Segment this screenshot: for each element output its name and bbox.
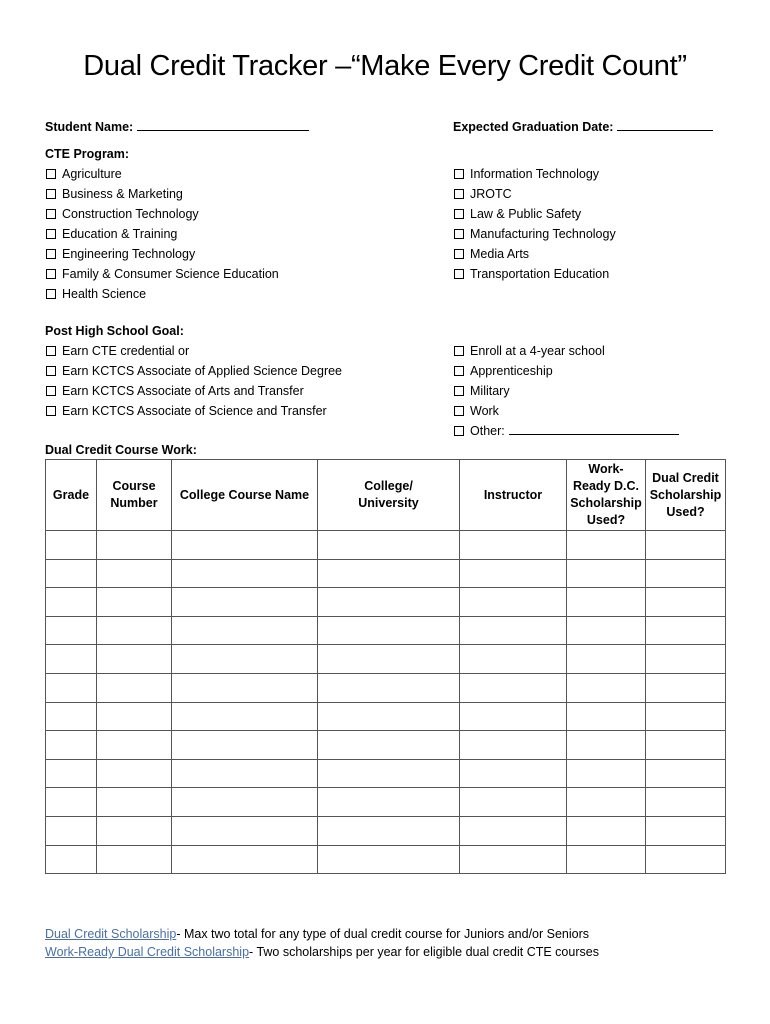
table-cell[interactable] bbox=[646, 588, 726, 617]
column-header-line: Ready D.C. bbox=[573, 479, 639, 493]
footer-note-1 bbox=[45, 927, 589, 941]
goal-item-label: Enroll at a 4-year school bbox=[470, 344, 605, 358]
cte-program-item-label: Media Arts bbox=[470, 247, 530, 261]
checkbox-icon[interactable] bbox=[46, 346, 56, 356]
goal-item bbox=[454, 361, 679, 381]
table-cell[interactable] bbox=[460, 531, 567, 560]
column-header bbox=[318, 460, 460, 531]
table-cell[interactable] bbox=[646, 845, 726, 874]
cte-program-item-label: Information Technology bbox=[470, 167, 600, 181]
table-cell[interactable] bbox=[567, 645, 646, 674]
table-cell[interactable] bbox=[46, 816, 97, 845]
column-header-line: Grade bbox=[52, 487, 90, 502]
table-cell[interactable] bbox=[460, 616, 567, 645]
table-cell[interactable] bbox=[46, 702, 97, 731]
checkbox-icon[interactable] bbox=[454, 386, 464, 396]
cte-program-item-label: Manufacturing Technology bbox=[470, 227, 616, 241]
column-header bbox=[567, 460, 646, 531]
table-cell[interactable] bbox=[318, 702, 460, 731]
table-cell[interactable] bbox=[646, 759, 726, 788]
goal-item-label: Earn KCTCS Associate of Applied Science Degree bbox=[62, 364, 343, 378]
footer-note-1-text: - Max two total for any type of dual credit course for Juniors and/or Seniors bbox=[176, 927, 590, 941]
table-cell[interactable] bbox=[46, 588, 97, 617]
table-cell[interactable] bbox=[460, 702, 567, 731]
table-cell[interactable] bbox=[172, 816, 318, 845]
table-cell[interactable] bbox=[46, 788, 97, 817]
goal-item-label: Earn CTE credential or bbox=[62, 344, 190, 358]
table-row bbox=[46, 673, 726, 702]
table-cell[interactable] bbox=[318, 559, 460, 588]
table-cell[interactable] bbox=[318, 816, 460, 845]
goal-item-label: Work bbox=[470, 404, 499, 418]
cte-program-item-label: Engineering Technology bbox=[62, 247, 196, 261]
table-cell[interactable] bbox=[172, 702, 318, 731]
cte-program-item-label: Transportation Education bbox=[470, 267, 610, 281]
table-header-row bbox=[46, 460, 726, 531]
cte-program-item bbox=[46, 164, 279, 184]
checkbox-icon[interactable] bbox=[454, 346, 464, 356]
column-header-line: Instructor bbox=[483, 487, 543, 502]
cte-program-item bbox=[454, 204, 616, 224]
table-cell[interactable] bbox=[46, 845, 97, 874]
student-name-row bbox=[45, 118, 309, 134]
table-cell[interactable] bbox=[97, 531, 172, 560]
table-cell[interactable] bbox=[318, 645, 460, 674]
table-cell[interactable] bbox=[567, 588, 646, 617]
checkbox-icon[interactable] bbox=[454, 209, 464, 219]
table-cell[interactable] bbox=[318, 731, 460, 760]
checkbox-icon[interactable] bbox=[46, 229, 56, 239]
cte-program-item-label: Agriculture bbox=[62, 167, 122, 181]
table-cell[interactable] bbox=[172, 788, 318, 817]
cte-program-item bbox=[46, 224, 279, 244]
table-cell[interactable] bbox=[97, 559, 172, 588]
table-cell[interactable] bbox=[46, 616, 97, 645]
checkbox-icon[interactable] bbox=[46, 189, 56, 199]
table-cell[interactable] bbox=[646, 673, 726, 702]
column-header-line: Scholarship bbox=[570, 496, 642, 510]
table-cell[interactable] bbox=[172, 616, 318, 645]
column-header bbox=[97, 460, 172, 531]
goal-item-other bbox=[454, 421, 679, 441]
table-cell[interactable] bbox=[97, 731, 172, 760]
student-name-field[interactable] bbox=[137, 118, 309, 131]
table-cell[interactable] bbox=[646, 702, 726, 731]
checkbox-icon[interactable] bbox=[454, 426, 464, 436]
goal-item bbox=[454, 381, 679, 401]
table-cell[interactable] bbox=[460, 759, 567, 788]
cte-program-item bbox=[46, 264, 279, 284]
column-header-line: Used? bbox=[586, 513, 626, 527]
table-cell[interactable] bbox=[46, 531, 97, 560]
table-cell[interactable] bbox=[567, 845, 646, 874]
column-header-line: College Course Name bbox=[179, 487, 310, 502]
table-cell[interactable] bbox=[97, 588, 172, 617]
goal-item bbox=[46, 361, 342, 381]
cte-program-item bbox=[454, 264, 616, 284]
table-cell[interactable] bbox=[97, 616, 172, 645]
table-row bbox=[46, 731, 726, 760]
cte-program-item bbox=[46, 184, 279, 204]
table-cell[interactable] bbox=[646, 788, 726, 817]
table-cell[interactable] bbox=[172, 559, 318, 588]
table-cell[interactable] bbox=[97, 816, 172, 845]
checkbox-icon[interactable] bbox=[454, 189, 464, 199]
checkbox-icon[interactable] bbox=[46, 269, 56, 279]
table-cell[interactable] bbox=[46, 645, 97, 674]
table-cell[interactable] bbox=[567, 731, 646, 760]
coursework-table bbox=[45, 459, 726, 874]
table-cell[interactable] bbox=[172, 673, 318, 702]
column-header-line: Work- bbox=[588, 462, 624, 476]
table-cell[interactable] bbox=[646, 645, 726, 674]
checkbox-icon[interactable] bbox=[454, 366, 464, 376]
cte-program-item-label: Construction Technology bbox=[62, 207, 199, 221]
graduation-date-label: Expected Graduation Date: bbox=[453, 120, 614, 134]
table-row bbox=[46, 645, 726, 674]
other-field[interactable] bbox=[509, 422, 679, 435]
goal-item bbox=[46, 401, 342, 421]
column-header bbox=[172, 460, 318, 531]
checkbox-icon[interactable] bbox=[46, 406, 56, 416]
checkbox-icon[interactable] bbox=[46, 249, 56, 259]
table-cell[interactable] bbox=[646, 616, 726, 645]
table-cell[interactable] bbox=[97, 845, 172, 874]
table-cell[interactable] bbox=[567, 816, 646, 845]
table-cell[interactable] bbox=[318, 588, 460, 617]
checkbox-icon[interactable] bbox=[454, 249, 464, 259]
table-row bbox=[46, 759, 726, 788]
footer-note-2-text: - Two scholarships per year for eligible dual credit CTE courses bbox=[249, 945, 599, 959]
table-cell[interactable] bbox=[460, 645, 567, 674]
cte-program-item-label: JROTC bbox=[470, 187, 512, 201]
column-header-line: Course bbox=[112, 479, 156, 493]
goal-item-label: Earn KCTCS Associate of Science and Transfer bbox=[62, 404, 327, 418]
checkbox-icon[interactable] bbox=[46, 289, 56, 299]
goal-list-left bbox=[46, 341, 342, 421]
table-cell[interactable] bbox=[460, 731, 567, 760]
table-cell[interactable] bbox=[646, 731, 726, 760]
goal-item-label: Military bbox=[470, 384, 510, 398]
table-cell[interactable] bbox=[46, 759, 97, 788]
table-cell[interactable] bbox=[46, 559, 97, 588]
table-cell[interactable] bbox=[318, 788, 460, 817]
table-cell[interactable] bbox=[567, 788, 646, 817]
table-cell[interactable] bbox=[97, 702, 172, 731]
graduation-date-row bbox=[453, 118, 713, 134]
table-cell[interactable] bbox=[460, 788, 567, 817]
column-header bbox=[646, 460, 726, 531]
cte-program-list-right bbox=[454, 164, 616, 284]
table-row bbox=[46, 616, 726, 645]
goal-item bbox=[454, 341, 679, 361]
post-high-school-goal-heading: Post High School Goal: bbox=[45, 324, 184, 338]
cte-program-item-label: Law & Public Safety bbox=[470, 207, 582, 221]
table-cell[interactable] bbox=[97, 645, 172, 674]
checkbox-icon[interactable] bbox=[46, 169, 56, 179]
goal-item bbox=[46, 381, 342, 401]
cte-program-item-label: Business & Marketing bbox=[62, 187, 183, 201]
cte-program-item bbox=[46, 244, 279, 264]
goal-item bbox=[454, 401, 679, 421]
table-cell[interactable] bbox=[318, 616, 460, 645]
table-row bbox=[46, 559, 726, 588]
cte-program-item bbox=[454, 164, 616, 184]
table-row bbox=[46, 702, 726, 731]
goal-item-label: Apprenticeship bbox=[470, 364, 553, 378]
table-cell[interactable] bbox=[172, 645, 318, 674]
table-cell[interactable] bbox=[46, 731, 97, 760]
table-cell[interactable] bbox=[172, 588, 318, 617]
cte-program-item bbox=[454, 224, 616, 244]
cte-program-item bbox=[46, 284, 279, 304]
column-header bbox=[460, 460, 567, 531]
table-row bbox=[46, 588, 726, 617]
table-row bbox=[46, 788, 726, 817]
table-cell[interactable] bbox=[46, 673, 97, 702]
table-cell[interactable] bbox=[567, 759, 646, 788]
table-cell[interactable] bbox=[318, 759, 460, 788]
table-row bbox=[46, 845, 726, 874]
cte-program-heading: CTE Program: bbox=[45, 147, 130, 161]
table-cell[interactable] bbox=[172, 759, 318, 788]
checkbox-icon[interactable] bbox=[46, 366, 56, 376]
table-cell[interactable] bbox=[172, 531, 318, 560]
column-header bbox=[46, 460, 97, 531]
checkbox-icon[interactable] bbox=[46, 209, 56, 219]
cte-program-list-left bbox=[46, 164, 279, 304]
work-ready-scholarship-link[interactable]: Work-Ready Dual Credit Scholarship bbox=[45, 945, 250, 959]
checkbox-icon[interactable] bbox=[454, 269, 464, 279]
student-name-label: Student Name: bbox=[45, 120, 134, 134]
graduation-date-field[interactable] bbox=[617, 118, 713, 131]
table-cell[interactable] bbox=[567, 559, 646, 588]
table-cell[interactable] bbox=[567, 531, 646, 560]
other-label: Other: bbox=[470, 424, 505, 438]
table-cell[interactable] bbox=[172, 845, 318, 874]
column-header-line: Number bbox=[110, 496, 158, 510]
checkbox-icon[interactable] bbox=[454, 229, 464, 239]
table-cell[interactable] bbox=[97, 788, 172, 817]
column-header-line: Used? bbox=[666, 504, 705, 519]
table-cell[interactable] bbox=[97, 759, 172, 788]
table-cell[interactable] bbox=[646, 559, 726, 588]
checkbox-icon[interactable] bbox=[46, 386, 56, 396]
cte-program-item bbox=[46, 204, 279, 224]
column-header-line: Dual Credit bbox=[652, 470, 719, 485]
table-row bbox=[46, 531, 726, 560]
table-cell[interactable] bbox=[646, 816, 726, 845]
table-cell[interactable] bbox=[318, 531, 460, 560]
table-cell[interactable] bbox=[460, 559, 567, 588]
cte-program-item bbox=[454, 184, 616, 204]
table-cell[interactable] bbox=[460, 673, 567, 702]
table-cell[interactable] bbox=[318, 673, 460, 702]
table-cell[interactable] bbox=[646, 531, 726, 560]
goal-item-label: Earn KCTCS Associate of Arts and Transfer bbox=[62, 384, 304, 398]
table-cell[interactable] bbox=[460, 816, 567, 845]
table-cell[interactable] bbox=[567, 702, 646, 731]
table-cell[interactable] bbox=[318, 845, 460, 874]
table-cell[interactable] bbox=[172, 731, 318, 760]
cte-program-item-label: Health Science bbox=[62, 287, 147, 301]
table-cell[interactable] bbox=[460, 845, 567, 874]
page-title: Dual Credit Tracker –“Make Every Credit Count” bbox=[83, 50, 687, 82]
table-cell[interactable] bbox=[460, 588, 567, 617]
coursework-heading: Dual Credit Course Work: bbox=[45, 443, 197, 457]
goal-list-right bbox=[454, 341, 679, 441]
column-header-line: Scholarship bbox=[649, 487, 722, 502]
cte-program-item-label: Education & Training bbox=[62, 227, 178, 241]
cte-program-item-label: Family & Consumer Science Education bbox=[62, 267, 279, 281]
checkbox-icon[interactable] bbox=[454, 169, 464, 179]
column-header-line: University bbox=[358, 496, 419, 510]
cte-program-item bbox=[454, 244, 616, 264]
checkbox-icon[interactable] bbox=[454, 406, 464, 416]
table-cell[interactable] bbox=[567, 673, 646, 702]
goal-item bbox=[46, 341, 342, 361]
table-row bbox=[46, 816, 726, 845]
table-cell[interactable] bbox=[567, 616, 646, 645]
dual-credit-scholarship-link[interactable]: Dual Credit Scholarship bbox=[45, 927, 177, 941]
table-cell[interactable] bbox=[97, 673, 172, 702]
column-header-line: College/ bbox=[364, 479, 413, 493]
footer-note-2 bbox=[45, 945, 599, 959]
